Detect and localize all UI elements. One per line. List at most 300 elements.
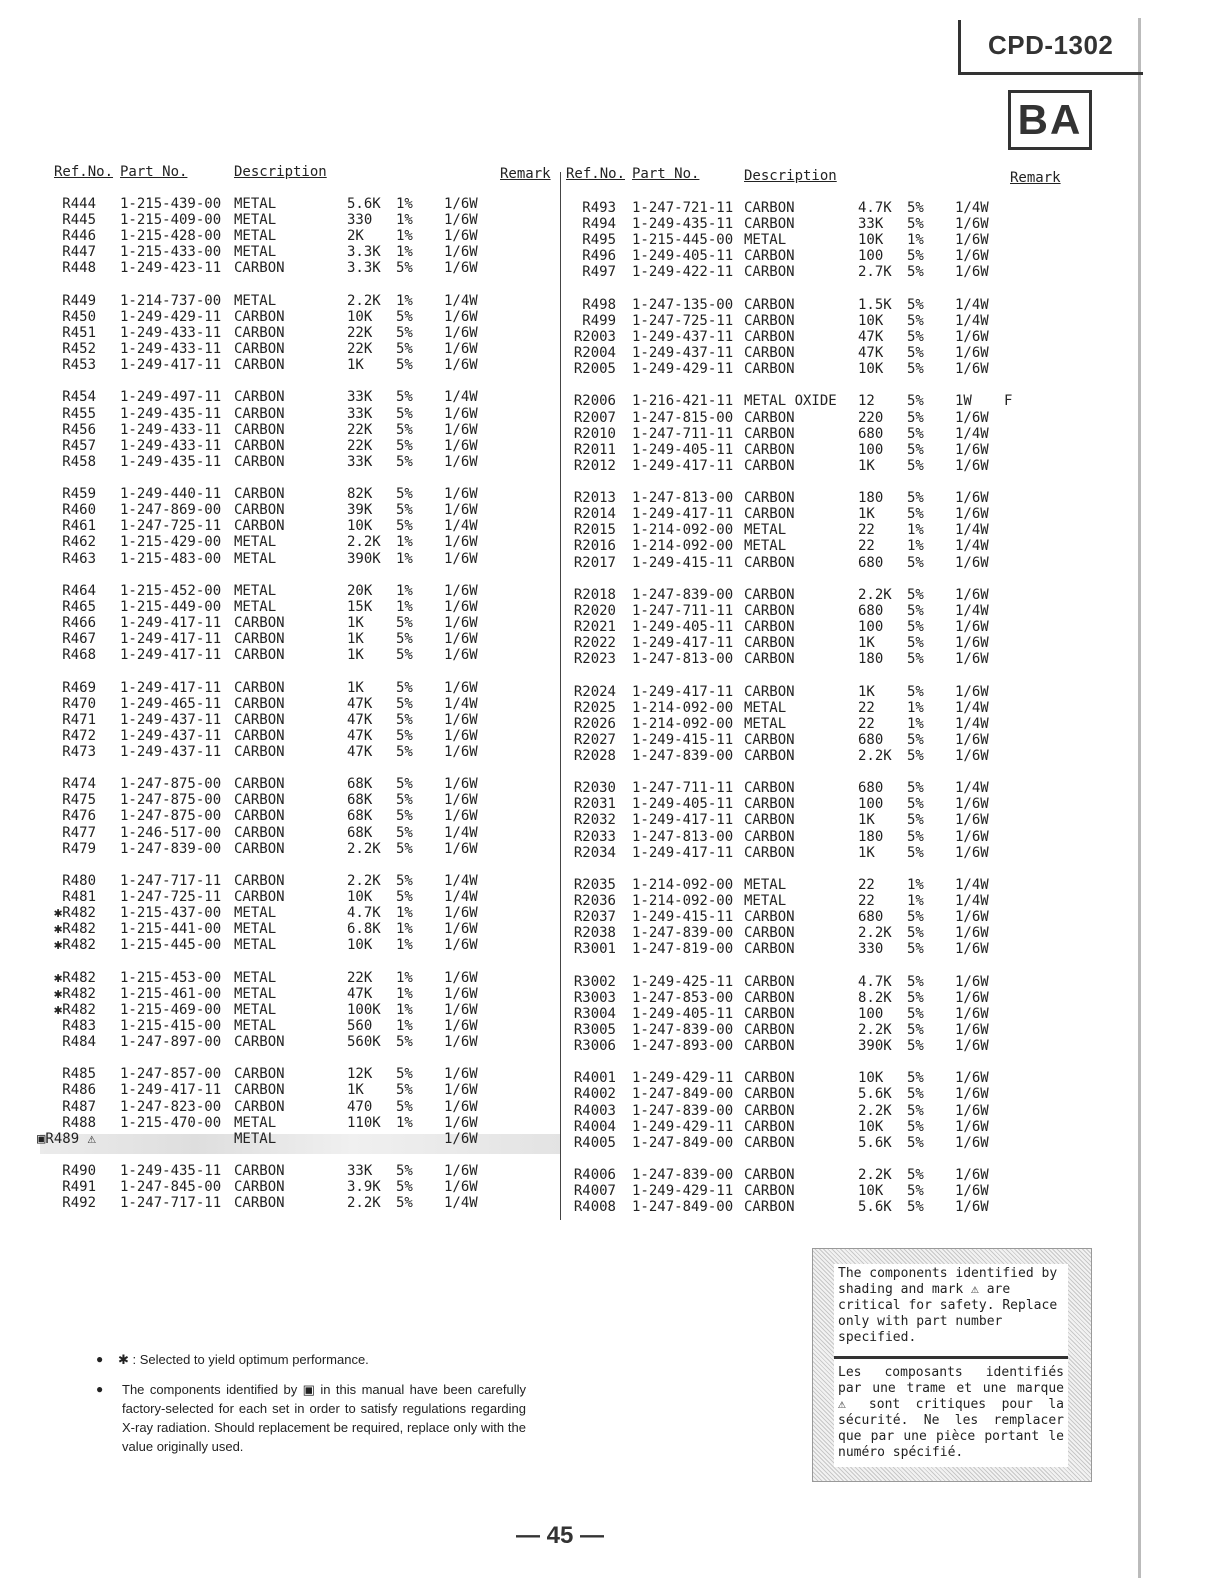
cell-ref: R444 [62,196,96,212]
cell-ref: R494 [582,216,616,233]
cell-tol: 5% [396,486,413,503]
cell-value: 4.7K [858,973,892,990]
cell-ref: R497 [582,264,616,281]
cell-tol: 5% [907,490,924,507]
cell-desc: CARBON [744,1038,795,1054]
note-xray [96,1380,526,1456]
cell-part: 1-249-429-11 [632,1070,734,1087]
cell-part: 1-249-417-11 [120,647,222,664]
cell-ref: R487 [62,1098,96,1115]
cell-ref: R4007 [573,1183,616,1200]
table-row [0,313,1200,329]
cell-value: 3.9K [347,1179,381,1196]
cell-tol: 5% [396,1098,413,1115]
cell-value: 100K [347,1001,381,1018]
cell-tol: 5% [396,872,413,889]
cell-watt: 1/6W [955,1134,989,1151]
cell-watt: 1/6W [955,1199,989,1216]
cell-part: 1-249-497-11 [120,389,222,406]
bullet-icon: ● [96,1382,104,1396]
cell-value: 5.6K [858,1086,892,1103]
cell-watt: 1/6W [444,453,478,470]
cell-ref: R448 [62,260,96,277]
cell-part: 1-247-725-11 [632,312,734,329]
table-row [0,651,1200,667]
cell-tol: 5% [907,586,924,603]
cell-part: 1-247-839-00 [632,1167,734,1183]
cell-part: 1-247-875-00 [120,808,222,825]
cell-desc: METAL [744,699,787,716]
cell-watt: 1/4W [444,872,478,889]
cell-ref: R447 [62,244,96,261]
cell-ref: R464 [62,582,96,599]
cell-watt: 1/6W [444,743,478,760]
cell-desc: METAL [234,534,277,551]
cell-watt: 1/6W [955,909,989,926]
cell-value: 6.8K [347,921,381,938]
cell-ref: R2026 [573,715,616,732]
cell-value: 390K [347,550,381,567]
cell-ref: R445 [62,212,96,229]
cell-value: 33K [347,405,373,422]
cell-part: 1-249-417-11 [632,812,734,829]
cell-part: 1-249-435-11 [120,1163,222,1179]
cell-part: 1-246-517-00 [120,824,222,841]
cell-value: 20K [347,582,373,599]
cell-tol: 5% [396,889,413,905]
cell-ref: R4002 [573,1086,616,1103]
cell-watt: 1/6W [955,796,989,813]
cell-watt: 1/6W [955,232,989,249]
cell-ref: R2030 [573,780,616,797]
cell-part: 1-249-435-11 [632,216,734,233]
cell-desc: CARBON [744,312,795,329]
cell-value: 47K [347,727,373,744]
cell-ref: R2016 [573,538,616,555]
cell-watt: 1/6W [444,937,478,954]
cell-value: 22 [858,522,875,539]
cell-watt: 1/4W [955,780,989,797]
cell-tol: 5% [396,727,413,744]
cell-desc: METAL [234,228,277,245]
cell-desc: METAL [744,876,787,893]
cell-tol: 5% [907,683,924,700]
cell-watt: 1/6W [955,490,989,507]
cell-value: 1.5K [858,296,892,313]
cell-tol: 1% [396,1114,413,1131]
cell-ref: R3002 [573,973,616,990]
cell-watt: 1/4W [955,715,989,732]
cell-tol: 5% [907,554,924,571]
cell-watt: 1/6W [444,840,478,857]
cell-value: 180 [858,490,884,507]
cell-ref: R2005 [573,361,616,378]
cell-tol: 1% [907,538,924,555]
cell-desc: CARBON [744,731,795,748]
cell-desc: CARBON [234,615,285,631]
cell-ref: R3003 [573,989,616,1006]
cell-desc: METAL [234,921,277,938]
cell-part: 1-249-417-11 [120,631,222,648]
cell-desc: CARBON [234,679,285,696]
cell-part: 1-249-405-11 [632,1005,734,1022]
cell-part: 1-247-849-00 [632,1199,734,1216]
cell-ref: R2018 [573,586,616,603]
cell-watt: 1/6W [955,1118,989,1135]
cell-desc: CARBON [744,441,795,458]
cell-part: 1-247-135-00 [632,296,734,313]
cell-tol: 5% [396,502,413,519]
cell-ref: R459 [62,486,96,503]
cell-part: 1-247-711-11 [632,780,734,797]
cell-tol: 5% [907,457,924,474]
cell-watt: 1/6W [444,550,478,567]
cell-watt: 1/6W [444,921,478,938]
cell-tol: 5% [907,796,924,813]
cell-value: 680 [858,602,884,619]
cell-value: 180 [858,651,884,668]
cell-tol: 5% [396,389,413,406]
cell-value: 330 [347,212,373,229]
cell-tol: 5% [907,941,924,958]
cell-value: 10K [858,312,884,329]
cell-part: 1-249-429-11 [120,308,222,325]
table-row [0,1086,1200,1102]
cell-tol: 5% [907,1183,924,1200]
cell-part: 1-249-465-11 [120,695,222,712]
cell-ref: R2023 [573,651,616,668]
cell-value: 33K [858,216,884,233]
cell-ref: R4004 [573,1118,616,1135]
cell-part: 1-249-433-11 [120,421,222,438]
cell-tol: 5% [907,828,924,845]
cell-tol: 1% [396,1017,413,1034]
cell-tol: 1% [396,534,413,551]
cell-watt: 1/6W [444,228,478,245]
cell-ref: R2015 [573,522,616,539]
cell-watt: 1/6W [444,582,478,599]
cell-tol: 5% [907,1070,924,1087]
cell-ref: R452 [62,341,96,357]
cell-desc: CARBON [234,1082,285,1099]
cell-part: 1-215-415-00 [120,1017,222,1034]
cell-part: 1-247-849-00 [632,1086,734,1103]
cell-ref: R490 [62,1163,96,1179]
cell-part: 1-215-445-00 [632,232,734,249]
cell-ref: R484 [62,1034,96,1050]
cell-desc: METAL [234,244,277,261]
cell-value: 22 [858,893,875,909]
cell-desc: METAL [234,1001,277,1018]
cell-ref: R2013 [573,490,616,507]
cell-desc: CARBON [744,909,795,926]
cell-ref: R480 [62,872,96,889]
table-row [0,619,1200,635]
cell-part: 1-247-875-00 [120,792,222,809]
cell-desc: CARBON [234,792,285,809]
cell-desc: CARBON [744,941,795,958]
cell-part: 1-249-435-11 [120,405,222,422]
cell-ref: R474 [62,776,96,793]
cell-ref: R491 [62,1179,96,1196]
cell-tol: 5% [907,635,924,652]
cell-remark: F [1004,393,1013,410]
cell-tol: 5% [907,619,924,635]
cell-watt: 1/4W [955,425,989,442]
cell-watt: 1W [955,393,972,410]
cell-tol: 1% [907,893,924,909]
cell-watt: 1/6W [444,1001,478,1018]
cell-value: 680 [858,731,884,748]
cell-desc: CARBON [744,264,795,281]
cell-desc: CARBON [744,1102,795,1119]
cell-tol: 5% [907,441,924,458]
cell-watt: 1/6W [955,1005,989,1022]
cell-part: 1-247-839-00 [632,1102,734,1119]
table-row [0,974,1200,990]
cell-watt: 1/6W [444,1098,478,1115]
cell-desc: CARBON [234,453,285,470]
cell-part: 1-249-415-11 [632,554,734,571]
cell-ref: R2033 [573,828,616,845]
cell-watt: 1/6W [955,619,989,635]
cell-desc: CARBON [234,260,285,277]
table-row [0,345,1200,361]
cell-part: 1-214-092-00 [632,893,734,909]
cell-tol: 1% [396,921,413,938]
cell-tol: 5% [396,1163,413,1179]
cell-desc: CARBON [234,421,285,438]
cell-value: 680 [858,909,884,926]
cell-desc: CARBON [744,602,795,619]
table-row [0,506,1200,522]
cell-ref: R2012 [573,457,616,474]
cell-watt: 1/6W [955,1102,989,1119]
cell-value: 47K [858,328,884,345]
cell-watt: 1/6W [444,1114,478,1131]
cell-ref: ▣R489 ⚠ [36,1130,96,1147]
cell-ref: R454 [62,389,96,406]
table-row [0,1135,1200,1151]
cell-part: 1-247-857-00 [120,1066,222,1083]
cell-tol: 5% [396,1066,413,1083]
cell-tol: 5% [907,844,924,861]
cell-watt: 1/4W [955,312,989,329]
table-row [0,442,1200,458]
cell-value: 2.2K [858,925,892,942]
cell-ref: R2028 [573,747,616,764]
cell-watt: 1/4W [444,292,478,309]
cell-tol: 1% [396,937,413,954]
table-row [0,393,1200,409]
table-row [0,1070,1200,1086]
cell-tol: 5% [396,341,413,357]
cell-desc: CARBON [744,361,795,378]
cell-part: 1-247-711-11 [632,425,734,442]
right-ref-header: Ref.No. [566,166,626,182]
cell-part: 1-247-893-00 [632,1038,734,1054]
cell-desc: CARBON [234,872,285,889]
cell-ref: R2014 [573,506,616,523]
cell-part: 1-214-092-00 [632,876,734,893]
cell-part: 1-249-422-11 [632,264,734,281]
cell-desc: METAL [234,985,277,1002]
cell-desc: CARBON [744,1118,795,1135]
cell-watt: 1/6W [955,925,989,942]
cell-tol: 5% [907,1167,924,1183]
cell-desc: CARBON [234,1098,285,1115]
cell-part: 1-249-415-11 [632,909,734,926]
cell-desc: CARBON [744,490,795,507]
table-row [0,1167,1200,1183]
cell-part: 1-249-433-11 [120,324,222,341]
cell-tol: 5% [396,679,413,696]
safety-note-divider [834,1356,1068,1359]
cell-ref: R485 [62,1066,96,1083]
cell-ref: R2007 [573,409,616,426]
cell-desc: CARBON [234,776,285,793]
cell-desc: CARBON [234,808,285,825]
cell-desc: CARBON [744,425,795,442]
cell-part: 1-249-405-11 [632,441,734,458]
cell-desc: CARBON [234,824,285,841]
cell-tol: 5% [396,518,413,535]
cell-desc: CARBON [744,409,795,426]
table-row [0,297,1200,313]
table-row [0,1038,1200,1054]
cell-watt: 1/6W [444,324,478,341]
cell-ref: R2006 [573,393,616,410]
cell-ref: R2020 [573,602,616,619]
cell-watt: 1/6W [444,631,478,648]
cell-tol: 1% [396,292,413,309]
cell-desc: CARBON [234,308,285,325]
cell-ref: R4001 [573,1070,616,1087]
cell-watt: 1/4W [955,876,989,893]
cell-desc: CARBON [234,437,285,454]
cell-part: 1-215-439-00 [120,196,222,212]
cell-watt: 1/6W [955,457,989,474]
cell-tol: 1% [907,876,924,893]
cell-part: 1-247-813-00 [632,828,734,845]
cell-tol: 5% [396,324,413,341]
cell-part: 1-249-425-11 [632,973,734,990]
cell-ref: R462 [62,534,96,551]
page-number: — 45 — [516,1522,605,1549]
cell-value: 47K [347,743,373,760]
cell-desc: METAL [234,550,277,567]
cell-part: 1-249-415-11 [632,731,734,748]
cell-watt: 1/6W [444,244,478,261]
note-selected [96,1350,536,1369]
cell-value: 100 [858,796,884,813]
cell-watt: 1/6W [955,216,989,233]
cell-value: 2.2K [858,586,892,603]
cell-tol: 5% [907,1086,924,1103]
table-row [0,426,1200,442]
cell-ref: R2031 [573,796,616,813]
cell-desc: CARBON [744,296,795,313]
cell-value: 1K [858,683,875,700]
left-ref-header: Ref.No. [54,164,114,180]
cell-ref: R2027 [573,731,616,748]
cell-watt: 1/6W [444,502,478,519]
cell-value: 4.7K [858,200,892,216]
cell-ref: R476 [62,808,96,825]
cell-ref: R486 [62,1082,96,1099]
cell-part: 1-214-092-00 [632,715,734,732]
cell-tol: 1% [396,244,413,261]
cell-tol: 5% [396,631,413,648]
cell-desc: CARBON [744,651,795,668]
cell-tol: 5% [907,989,924,1006]
cell-part: 1-214-092-00 [632,538,734,555]
cell-ref: R469 [62,679,96,696]
cell-watt: 1/6W [444,905,478,922]
cell-watt: 1/6W [955,844,989,861]
cell-desc: CARBON [744,1199,795,1216]
cell-desc: CARBON [234,518,285,535]
cell-part: 1-214-737-00 [120,292,222,309]
cell-ref: R468 [62,647,96,664]
cell-desc: CARBON [744,796,795,813]
cell-tol: 5% [907,1102,924,1119]
cell-watt: 1/6W [955,1070,989,1087]
cell-tol: 5% [907,361,924,378]
cell-desc: CARBON [234,486,285,503]
cell-tol: 5% [907,393,924,410]
cell-tol: 5% [396,437,413,454]
cell-desc: CARBON [744,619,795,635]
board-label: BA [1008,90,1092,150]
cell-desc: CARBON [234,341,285,357]
cell-part: 1-247-839-00 [632,586,734,603]
cell-value: 33K [347,453,373,470]
cell-desc: CARBON [744,925,795,942]
cell-desc: METAL [744,522,787,539]
cell-part: 1-215-461-00 [120,985,222,1002]
cell-watt: 1/6W [955,1167,989,1183]
cell-part: 1-215-429-00 [120,534,222,551]
cell-value: 10K [858,232,884,249]
cell-desc: METAL [744,538,787,555]
cell-part: 1-249-429-11 [632,361,734,378]
cell-tol: 1% [396,985,413,1002]
cell-part: 1-247-853-00 [632,989,734,1006]
cell-part: 1-247-815-00 [632,409,734,426]
cell-part: 1-214-092-00 [632,522,734,539]
table-row [0,587,1200,603]
cell-part: 1-249-433-11 [120,341,222,357]
cell-part: 1-249-435-11 [120,453,222,470]
cell-value: 2.2K [347,534,381,551]
cell-watt: 1/4W [444,889,478,905]
cell-tol: 5% [907,328,924,345]
note-selected-text: ✱ : Selected to yield optimum performance. [118,1352,369,1367]
table-row [0,716,1200,732]
cell-tol: 5% [907,296,924,313]
cell-tol: 5% [396,357,413,374]
cell-tol: 5% [396,808,413,825]
cell-value: 680 [858,780,884,797]
cell-value: 470 [347,1098,373,1115]
table-row [0,684,1200,700]
cell-value: 220 [858,409,884,426]
cell-part: 1-215-409-00 [120,212,222,229]
cell-desc: CARBON [234,1195,285,1212]
cell-value: 47K [858,345,884,361]
cell-watt: 1/6W [955,264,989,281]
